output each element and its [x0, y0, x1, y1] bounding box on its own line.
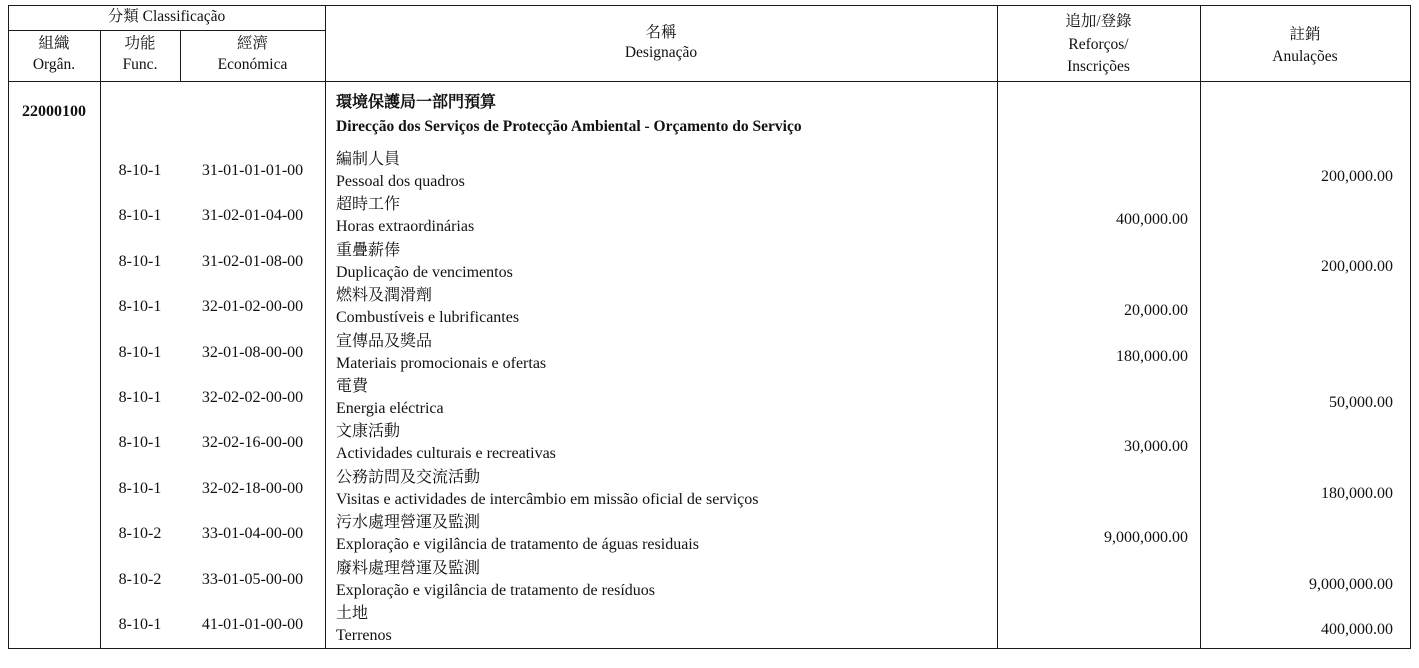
organ-header [8, 33, 100, 75]
reinforcement-amount: 180,000.00 [1116, 347, 1188, 365]
designation-header-zh: 名稱 [645, 24, 677, 41]
reinforcement-header-pt2: Inscrições [1067, 58, 1130, 75]
function-header-pt: Func. [122, 56, 158, 73]
classification-header [8, 6, 325, 28]
designation-pt: Horas extraordinárias [336, 218, 475, 236]
reinforcement-amount: 9,000,000.00 [1104, 529, 1188, 547]
cancellation-amount: 200,000.00 [1321, 167, 1393, 185]
economic-header-pt: Económica [217, 56, 288, 73]
organ-header-zh: 組織 [38, 35, 70, 52]
organ-title-zh: 環境保護局一部門預算 [336, 94, 497, 111]
cancellation-amount: 400,000.00 [1321, 621, 1393, 639]
organ-code: 22000100 [22, 103, 86, 120]
cancellation-header [1200, 24, 1410, 68]
economic-code: 32-02-18-00-00 [201, 479, 304, 497]
economic-code: 31-02-01-04-00 [201, 207, 304, 225]
cancellation-header-pt: Anulações [1272, 48, 1338, 65]
economic-code: 32-02-16-00-00 [201, 434, 304, 452]
designation-pt: Terrenos [336, 626, 392, 644]
organ-header-pt: Orgân. [32, 56, 76, 73]
designation-pt: Visitas e actividades de intercâmbio em missão oficial de serviços [336, 490, 759, 508]
table-row [0, 240, 1419, 285]
table-row [0, 331, 1419, 376]
budget-rows [0, 149, 1419, 648]
designation-zh: 污水處理營運及監測 [336, 514, 481, 532]
cancellation-amount: 50,000.00 [1329, 394, 1393, 412]
function-code: 8-10-1 [118, 615, 162, 633]
reinforcement-header-zh: 追加/登錄 [1065, 13, 1132, 30]
designation-pt: Combustíveis e lubrificantes [336, 309, 520, 327]
designation-pt: Duplicação de vencimentos [336, 263, 513, 281]
designation-pt: Energia eléctrica [336, 399, 444, 417]
cancellation-header-zh: 註銷 [1289, 26, 1321, 43]
table-row [0, 467, 1419, 512]
designation-zh: 廢料處理營運及監測 [336, 559, 481, 577]
cancellation-amount: 9,000,000.00 [1309, 576, 1393, 594]
function-code: 8-10-1 [118, 298, 162, 316]
table-row [0, 149, 1419, 194]
economic-header [180, 33, 325, 75]
economic-header-zh: 經濟 [236, 35, 268, 52]
economic-code: 41-01-01-00-00 [201, 615, 304, 633]
function-header [100, 33, 180, 75]
table-row [0, 376, 1419, 421]
reinforcement-amount: 30,000.00 [1124, 438, 1188, 456]
reinforcement-amount: 400,000.00 [1116, 211, 1188, 229]
economic-code: 32-01-02-00-00 [201, 298, 304, 316]
economic-code: 32-02-02-00-00 [201, 388, 304, 406]
reinforcement-amount: 20,000.00 [1124, 302, 1188, 320]
table-row [0, 558, 1419, 603]
classification-divider [8, 30, 325, 31]
cancellation-amount: 180,000.00 [1321, 485, 1393, 503]
cancellation-amount: 200,000.00 [1321, 258, 1393, 276]
designation-pt: Exploração e vigilância de tratamento de resíduos [336, 581, 655, 599]
function-header-zh: 功能 [124, 35, 156, 52]
function-code: 8-10-1 [118, 388, 162, 406]
table-row [0, 421, 1419, 466]
table-row [0, 603, 1419, 648]
reinforcement-header [997, 11, 1200, 79]
designation-zh: 編制人員 [336, 151, 401, 168]
designation-zh: 文康活動 [336, 423, 401, 441]
economic-code: 31-02-01-08-00 [201, 252, 304, 270]
designation-pt: Pessoal dos quadros [336, 173, 465, 190]
designation-pt: Materiais promocionais e ofertas [336, 354, 547, 372]
designation-pt: Actividades culturais e recreativas [336, 445, 556, 463]
function-code: 8-10-1 [118, 479, 162, 497]
reinforcement-header-pt1: Reforços/ [1068, 35, 1129, 53]
function-code: 8-10-1 [118, 162, 162, 179]
function-code: 8-10-2 [118, 525, 162, 543]
table-row [0, 512, 1419, 557]
designation-zh: 公務訪問及交流活動 [336, 468, 481, 486]
economic-code: 33-01-04-00-00 [201, 525, 304, 543]
classification-label: 分類 Classificação [107, 8, 226, 25]
table-row [0, 194, 1419, 239]
designation-zh: 重疊薪俸 [336, 241, 401, 259]
economic-code: 32-01-08-00-00 [201, 343, 304, 361]
designation-zh: 電費 [336, 377, 369, 395]
designation-header-pt: Designação [624, 44, 698, 61]
designation-zh: 超時工作 [336, 196, 401, 214]
function-code: 8-10-1 [118, 343, 162, 361]
designation-zh: 燃料及潤滑劑 [336, 287, 433, 305]
function-code: 8-10-1 [118, 207, 162, 225]
economic-code: 33-01-05-00-00 [201, 570, 304, 588]
designation-zh: 土地 [336, 604, 369, 622]
designation-pt: Exploração e vigilância de tratamento de águas residuais [336, 536, 699, 554]
function-code: 8-10-2 [118, 570, 162, 588]
function-code: 8-10-1 [118, 434, 162, 452]
designation-zh: 宣傳品及獎品 [336, 332, 433, 350]
economic-code: 31-01-01-01-00 [201, 162, 304, 179]
designation-header [325, 23, 997, 63]
table-row [0, 285, 1419, 330]
function-code: 8-10-1 [118, 252, 162, 270]
organ-title-pt: Direcção dos Serviços de Protecção Ambiental - Orçamento do Serviço [336, 118, 802, 135]
